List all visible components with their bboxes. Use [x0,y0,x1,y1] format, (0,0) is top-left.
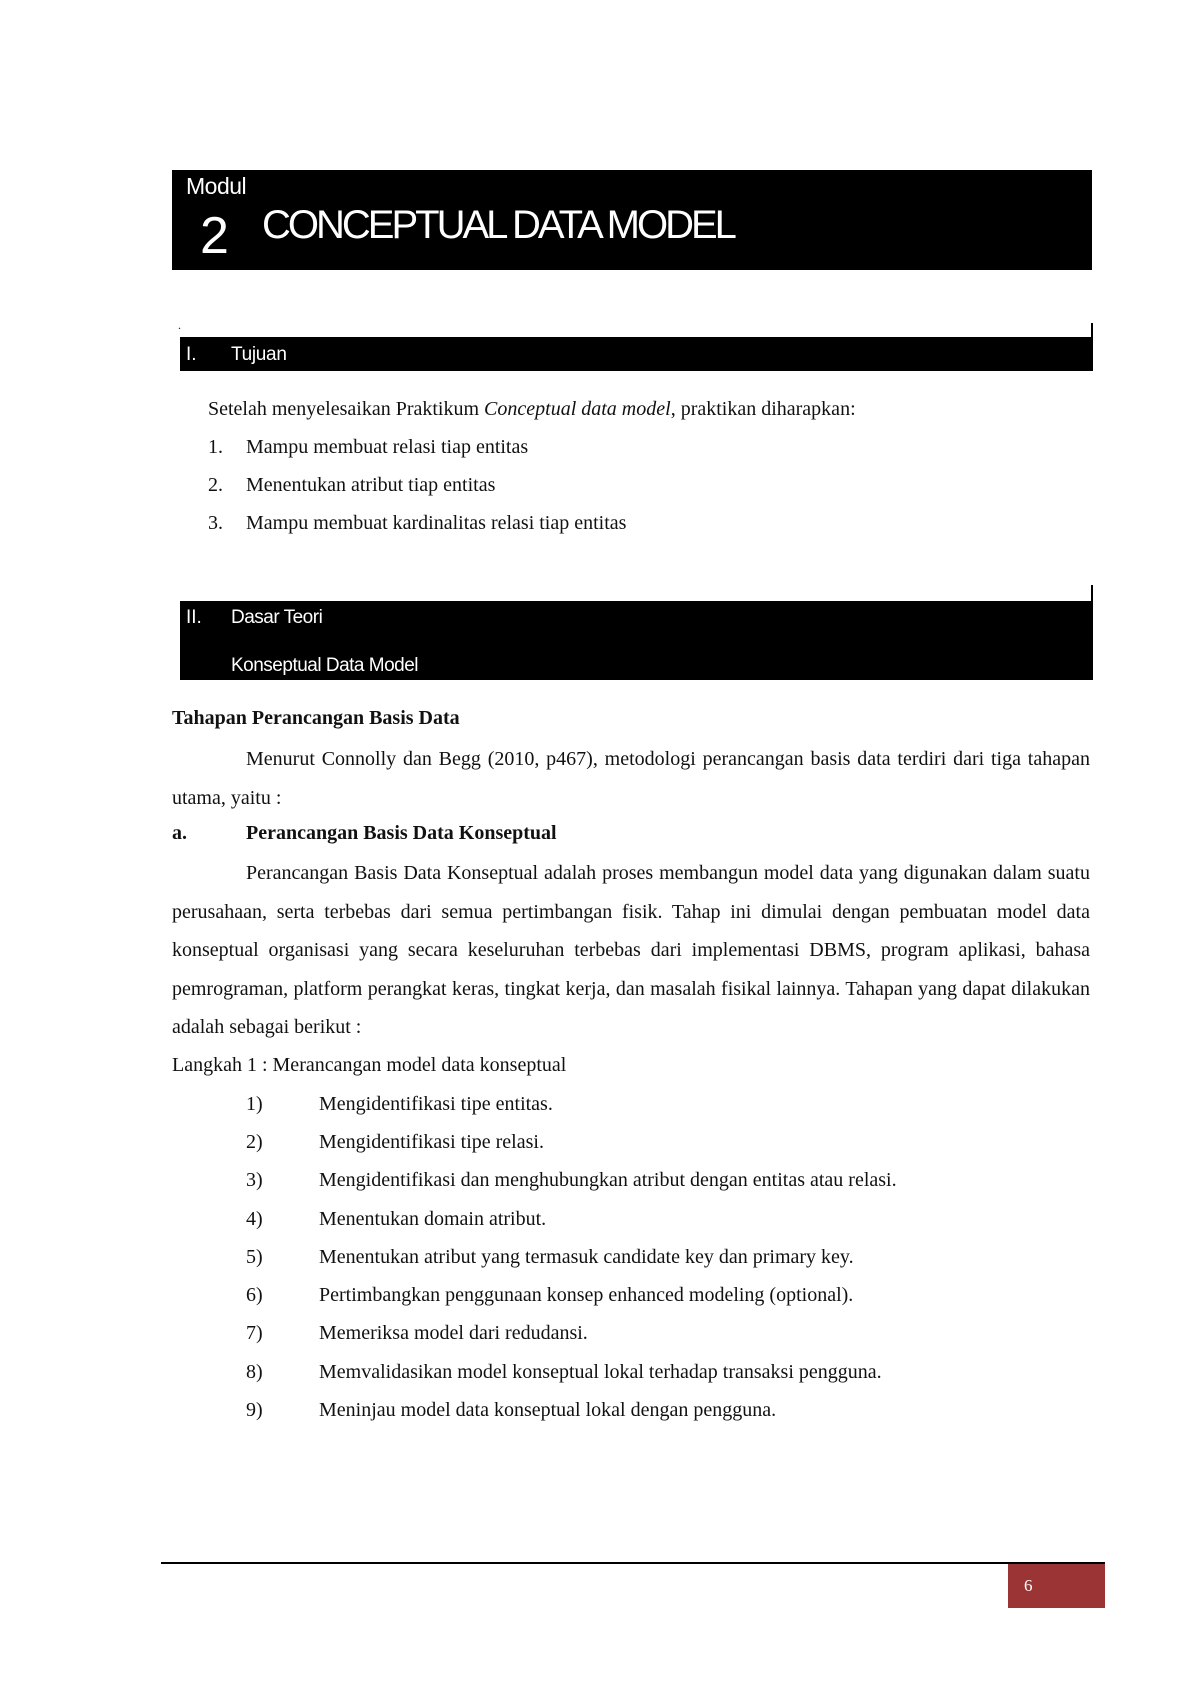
step-number: 4) [246,1208,263,1230]
section-edge-line [1091,585,1093,680]
footer-rule [161,1562,1105,1564]
body-heading: Tahapan Perancangan Basis Data [172,707,460,729]
step-number: 5) [246,1246,263,1268]
page-number: 6 [1024,1576,1033,1595]
page-title: CONCEPTUAL DATA MODEL [262,203,734,247]
modul-label: Modul [186,173,247,199]
step-text: Mengidentifikasi tipe relasi. [319,1131,544,1153]
intro-prefix: Setelah menyelesaikan Praktikum [208,398,485,420]
step-text: Menentukan atribut yang termasuk candidate key dan primary key. [319,1246,854,1268]
step-number: 9) [246,1399,263,1421]
step-number: 1) [246,1093,263,1115]
step-text: Meninjau model data konseptual lokal dengan pengguna. [319,1399,777,1421]
intro-suffix: , praktikan diharapkan: [670,398,856,420]
section-sublabel: Konseptual Data Model [231,655,419,676]
marker-dot: . [178,318,181,332]
step-text: Memeriksa model dari redudansi. [319,1322,588,1344]
section-number: I. [186,344,197,365]
sub-letter: a. [172,822,187,844]
objective-number: 1. [208,436,223,458]
section-edge-line [1091,323,1093,371]
intro-emphasis: Conceptual data model [484,398,671,420]
step-text: Memvalidasikan model konseptual lokal terhadap transaksi pengguna. [319,1361,882,1383]
sub-heading: Perancangan Basis Data Konseptual [246,822,557,844]
objective-number: 3. [208,512,223,534]
module-banner [172,170,1092,270]
step-title: Langkah 1 : Merancangan model data konseptual [172,1054,567,1076]
modul-number: 2 [200,207,229,265]
intro-paragraph: Menurut Connolly dan Begg (2010, p467), metodologi perancangan basis data terdiri dari tiga tahapan utama, yaitu : [172,748,1090,809]
step-number: 6) [246,1284,263,1306]
step-text: Menentukan domain atribut. [319,1208,547,1230]
page-number-badge [1008,1564,1105,1608]
objectives-intro [208,398,856,421]
concept-paragraph: Perancangan Basis Data Konseptual adalah proses membangun model data yang digunakan dalam suatu perusahaan, serta terbebas dari semua pertimbangan fisik. Tahap ini dimulai dengan pembuatan model data konseptual organisasi yang secara keseluruhan terbebas dari implementasi DBMS, program aplikasi, bahasa pemrograman, platform perangkat keras, tingkat kerja, dan masalah fisikal lainnya. Tahapan yang dapat dilakukan adalah sebagai berikut : [172,862,1090,1038]
step-number: 7) [246,1322,263,1344]
step-text: Mengidentifikasi tipe entitas. [319,1093,553,1115]
objective-number: 2. [208,474,223,496]
step-text: Mengidentifikasi dan menghubungkan atribut dengan entitas atau relasi. [319,1169,897,1191]
objective-text: Mampu membuat kardinalitas relasi tiap entitas [246,512,627,534]
section-number: II. [186,607,202,628]
step-text: Pertimbangkan penggunaan konsep enhanced modeling (optional). [319,1284,854,1306]
step-number: 3) [246,1169,263,1191]
section-header-tujuan [180,337,1092,371]
section-header-dasar-teori [180,601,1092,680]
objective-text: Mampu membuat relasi tiap entitas [246,436,529,458]
section-label: Dasar Teori [231,607,323,628]
step-number: 2) [246,1131,263,1153]
objective-text: Menentukan atribut tiap entitas [246,474,496,496]
section-label: Tujuan [231,344,287,365]
step-number: 8) [246,1361,263,1383]
